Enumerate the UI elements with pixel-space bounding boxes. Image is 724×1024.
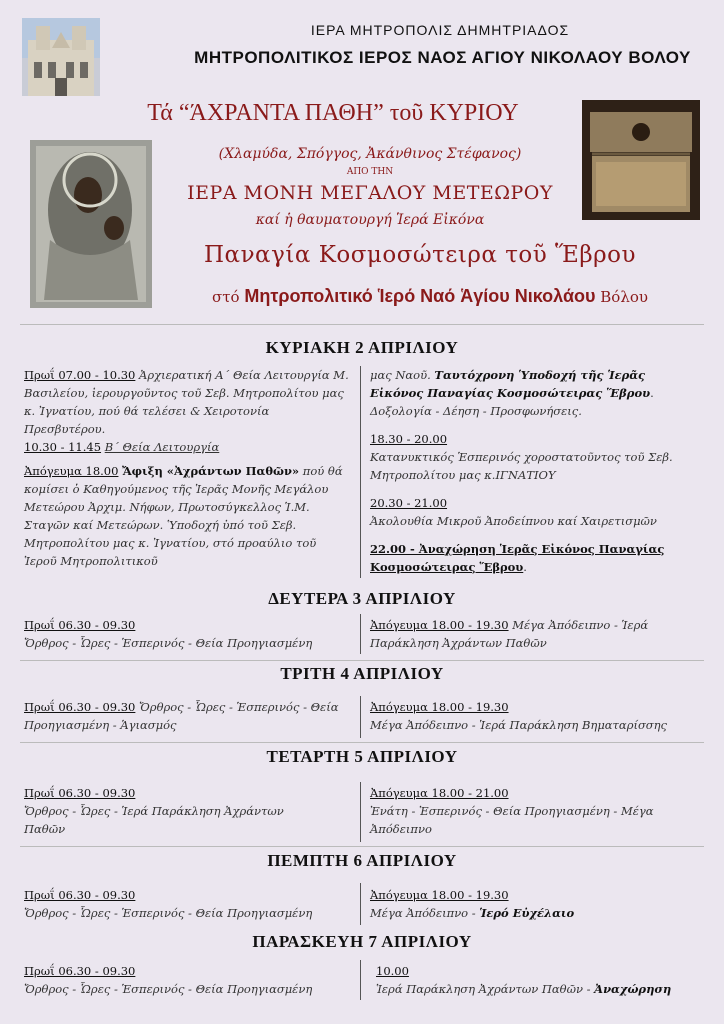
service-desc: μας Ναοῦ. bbox=[370, 368, 431, 382]
day-right-column bbox=[370, 616, 702, 652]
day-left-column bbox=[24, 886, 350, 922]
time-slot: Πρωΐ 07.00 - 10.30 bbox=[24, 368, 136, 382]
service-title: Ἀναχώρηση bbox=[594, 982, 672, 996]
time-slot: Πρωΐ 06.30 - 09.30 bbox=[24, 700, 136, 714]
day-right-column bbox=[370, 698, 702, 734]
column-divider bbox=[360, 960, 361, 1000]
time-slot: 20.30 - 21.00 bbox=[370, 496, 448, 510]
service-desc: πού θά κομίσει ὁ Καθηγούμενος τῆς Ἱερᾶς Μονῆς Μεγάλου Μετεώρου Ἀρχιμ. Νήφων, Πρωτοσύγκελλος Ἱ.Μ. Σταγῶν καί Μετεώρων. Ὑποδοχή ὑπό τοῦ Σεβ. Μητροπολίτου μας κ. Ἰγνατίου, στό προαύλιο τοῦ Ἱεροῦ Μητροπολιτικοῦ bbox=[24, 464, 343, 568]
service-title: Ἱερό Εὐχέλαιο bbox=[479, 906, 575, 920]
day-left-column bbox=[24, 962, 350, 998]
column-divider bbox=[360, 782, 361, 842]
time-slot: Πρωΐ 06.30 - 09.30 bbox=[24, 618, 136, 632]
day-right-column: μας Ναοῦ. Ταυτόχρονη Ὑποδοχή τῆς Ἱερᾶς Εἰκόνος Παναγίας Κοσμοσώτειρας Ἕβρου. Δοξολογία - Δέηση - Προσφωνήσεις. 18.30 - 20.00 Κατανυκτικός Ἑσπερινός χοροστατοῦντος τοῦ Σεβ. Μητροπολίτου μας κ.ΙΓΝΑΤΙΟΥ 20.30 - 21.00 Ἀκολουθία Μικροῦ Ἀποδείπνου καί Χαιρετισμῶν 22.00 - Ἀναχώρηση Ἱερᾶς Εἰκόνος Παναγίας Κοσμοσώτειρας Ἕβρου. bbox=[370, 366, 702, 576]
day-heading: ΤΡΙΤΗ 4 ΑΠΡΙΛΙΟΥ bbox=[280, 664, 444, 683]
day-left-column bbox=[24, 784, 324, 838]
service-desc: Ἱερά Παράκληση Ἀχράντων Παθῶν - bbox=[376, 982, 591, 996]
service-title: Ἄφιξη «Ἀχράντων Παθῶν» bbox=[122, 464, 300, 478]
time-slot: Ἀπόγευμα 18.00 - 21.00 bbox=[370, 786, 509, 800]
column-divider bbox=[360, 366, 361, 578]
service-desc: Προηγιασμένη - Ἁγιασμός bbox=[24, 718, 177, 732]
service-desc: Ὄρθρος - Ὧρες - Ἑσπερινός - Θεία Προηγιασμένη bbox=[24, 906, 313, 920]
cathedral-heading: ΜΗΤΡΟΠΟΛΙΤΙΚΟΣ ΙΕΡΟΣ ΝΑΟΣ ΑΓΙΟΥ ΝΙΚΟΛΑΟΥ ΒΟΛΟΥ bbox=[194, 48, 691, 67]
day-heading: ΤΕΤΑΡΤΗ 5 ΑΠΡΙΛΙΟΥ bbox=[266, 747, 458, 766]
service-desc: Ἀκολουθία Μικροῦ Ἀποδείπνου καί Χαιρετισμῶν bbox=[370, 514, 657, 528]
icon-panagia-photo bbox=[30, 140, 152, 308]
time-slot: Πρωΐ 06.30 - 09.30 bbox=[24, 888, 136, 902]
time-slot: 18.30 - 20.00 bbox=[370, 432, 448, 446]
icon-intro: καί ἡ θαυματουργή Ἱερά Εἰκόνα bbox=[255, 212, 485, 228]
divider bbox=[20, 846, 704, 847]
departure-note: 22.00 - Ἀναχώρηση Ἱερᾶς Εἰκόνος Παναγίας Κοσμοσώτειρας Ἕβρου bbox=[370, 542, 665, 574]
day-heading: ΠΕΜΠΤΗ 6 ΑΠΡΙΛΙΟΥ bbox=[267, 851, 457, 870]
venue-prefix: στό bbox=[211, 288, 240, 306]
service-title: Ταυτόχρονη Ὑποδοχή τῆς Ἱερᾶς Εἰκόνος Παναγίας Κοσμοσώτειρας Ἕβρου bbox=[370, 368, 651, 400]
divider bbox=[20, 660, 704, 661]
time-slot: Ἀπόγευμα 18.00 - 19.30 bbox=[370, 618, 509, 632]
time-slot: Πρωΐ 06.30 - 09.30 bbox=[24, 786, 136, 800]
time-slot: Πρωΐ 06.30 - 09.30 bbox=[24, 964, 136, 978]
day-heading: ΚΥΡΙΑΚΗ 2 ΑΠΡΙΛΙΟΥ bbox=[265, 338, 459, 357]
service-desc: Ὄρθρος - Ὧρες - Ἑσπερινός - Θεία Προηγιασμένη bbox=[24, 636, 313, 650]
column-divider bbox=[360, 696, 361, 738]
from-label: ΑΠΟ ΤΗΝ bbox=[346, 167, 394, 177]
cathedral-photo bbox=[22, 18, 100, 96]
relics-list: (Χλαμύδα, Σπόγγος, Ἀκάνθινος Στέφανος) bbox=[218, 146, 522, 162]
day-right-column bbox=[376, 962, 702, 998]
day-heading: ΔΕΥΤΕΡΑ 3 ΑΠΡΙΛΙΟΥ bbox=[268, 589, 456, 608]
time-slot: 10.30 - 11.45 bbox=[24, 440, 102, 454]
day-left-column bbox=[24, 366, 350, 570]
service-desc: Β΄ Θεία Λειτουργία bbox=[104, 440, 220, 454]
time-slot: Ἀπόγευμα 18.00 bbox=[24, 464, 119, 478]
service-desc: Δοξολογία - Δέηση - Προσφωνήσεις. bbox=[370, 404, 582, 418]
day-heading: ΠΑΡΑΣΚΕΥΗ 7 ΑΠΡΙΛΙΟΥ bbox=[252, 932, 472, 951]
column-divider bbox=[360, 883, 361, 925]
day-right-column bbox=[370, 784, 680, 838]
reliquary-photo bbox=[582, 100, 700, 220]
service-desc: Ἐνάτη - Ἑσπερινός - Θεία Προηγιασμένη - Μέγα Ἀπόδειπνο bbox=[370, 804, 654, 836]
venue-main: Μητροπολιτικό Ἱερό Ναό Ἁγίου Νικολάου bbox=[244, 286, 596, 306]
service-desc: Κατανυκτικός Ἑσπερινός χοροστατοῦντος τοῦ Σεβ. Μητροπολίτου μας κ.ΙΓΝΑΤΙΟΥ bbox=[370, 450, 673, 482]
divider bbox=[20, 324, 704, 325]
divider bbox=[20, 742, 704, 743]
service-desc: Ἀρχιερατική Α΄ Θεία Λειτουργία Μ. Βασιλείου, ἱερουργοῦντος τοῦ Σεβ. Μητροπολίτου μας κ. Ἰγνατίου, πού θά τελέσει & Χειροτονία Πρεσβυτέρου. bbox=[24, 368, 349, 436]
service-desc: Μέγα Ἀπόδειπνο - Ἱερά Παράκληση Βηματαρίσσης bbox=[370, 718, 667, 732]
service-desc: Μέγα Ἀπόδειπνο - Ἱερά bbox=[512, 618, 649, 632]
venue bbox=[160, 286, 700, 307]
time-slot: 10.00 bbox=[376, 964, 409, 978]
metropolis-heading: ΙΕΡΑ ΜΗΤΡΟΠΟΛΙΣ ΔΗΜΗΤΡΙΑΔΟΣ bbox=[310, 22, 570, 38]
day-left-column bbox=[24, 698, 350, 734]
icon-name: Παναγία Κοσμοσώτειρα τοῦ Ἕβρου bbox=[203, 242, 637, 268]
service-desc: Παράκληση Ἀχράντων Παθῶν bbox=[370, 636, 547, 650]
time-slot: Ἀπόγευμα 18.00 - 19.30 bbox=[370, 888, 509, 902]
time-slot: Ἀπόγευμα 18.00 - 19.30 bbox=[370, 700, 509, 714]
service-desc: Ὄρθρος - Ὧρες - Ἱερά Παράκληση Ἀχράντων Παθῶν bbox=[24, 804, 284, 836]
column-divider bbox=[360, 614, 361, 654]
event-title: Τά “ΆΧΡΑΝΤΑ ΠΑΘΗ” τοῦ ΚΥΡΙΟΥ bbox=[147, 100, 519, 126]
venue-suffix: Βόλου bbox=[600, 288, 648, 306]
service-desc: Ὄρθρος - Ὧρες - Ἑσπερινός - Θεία Προηγιασμένη bbox=[24, 982, 313, 996]
service-desc: Ὄρθρος - Ὧρες - Ἑσπερινός - Θεία bbox=[139, 700, 339, 714]
monastery-name: ΙΕΡΑ ΜΟΝΗ ΜΕΓΑΛΟΥ ΜΕΤΕΩΡΟΥ bbox=[187, 182, 553, 204]
day-left-column bbox=[24, 616, 350, 652]
service-desc: Μέγα Ἀπόδειπνο - bbox=[370, 906, 476, 920]
day-right-column bbox=[370, 886, 702, 922]
